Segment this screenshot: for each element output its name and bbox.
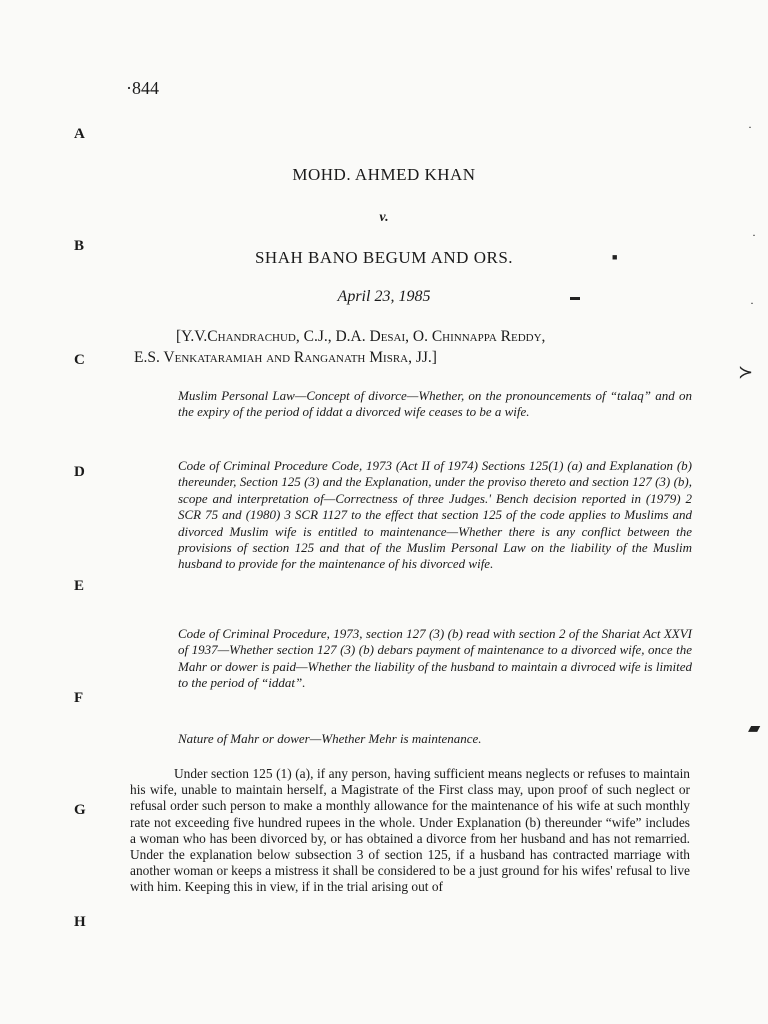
headnote-2-text: Code of Criminal Procedure Code, 1973 (Act II of 1974) Sections 125(1) (a) and Explanation (b) thereunder, Section 125 (3) and the Explanation, under the proviso thereto and section 127 (3) (b), scope and interpretation of—Correctness of three Judges.' Bench decision reported in (1979) 2 SCR 75 and (1980) 3 SCR 1127 to the effect that section 125 of the code applies to Muslims and divorced Muslim wife is entitled to maintenance—Whether there is any conflict between the provisions of section 125 and that of the Muslim Personal Law on the liability of the Muslim husband to provide for the maintenance of his divorced wife. — [178, 458, 692, 572]
scan-arrow-mark: ≻ — [738, 362, 754, 382]
scan-dash-mark: ▬ — [570, 292, 580, 303]
headnote-1 — [134, 388, 692, 421]
margin-letter-g: G — [74, 802, 86, 818]
scan-speck-mark: ■ — [612, 252, 618, 262]
margin-letter-d: D — [74, 464, 85, 480]
body-paragraph — [130, 766, 690, 896]
bench-line-2: E.S. Venkataramiah and Ranganath Misra, JJ.] — [134, 349, 437, 366]
margin-letter-b: B — [74, 238, 85, 254]
case-title: MOHD. AHMED KHAN — [292, 165, 476, 184]
margin-letter-h: H — [74, 914, 86, 930]
margin-letter-e: E — [74, 578, 85, 594]
scan-tick-mark: · — [752, 228, 756, 242]
headnote-4 — [134, 731, 692, 747]
scan-tick-mark: · — [748, 120, 752, 134]
respondent-title: SHAH BANO BEGUM AND ORS. — [254, 248, 514, 267]
judgment-date: April 23, 1985 — [337, 288, 431, 305]
body-paragraph-text: Under section 125 (1) (a), if any person, having sufficient means neglects or refuses to maintain his wife, unable to maintain herself, a Magistrate of the First class may, upon proof of such neglect or refusal order such person to make a monthly allowance for the maintenance of his wife at such monthly rate not exceeding five hundred rupees in the whole. Under Explanation (b) thereunder “wife” includes a woman who has been divorced by, or has obtained a divorce from her husband and has not remarried. Under the explanation below subsection 3 of section 125, if a husband has contracted marriage with another woman or keeps a mistress it shall be considered to be a just ground for his wifes' refusal to live with him. Keeping this in view, if in the trial arising out of — [130, 766, 690, 895]
headnote-1-text: Muslim Personal Law—Concept of divorce—Whether, on the pronouncements of “talaq” and on the expiry of the period of iddat a divorced wife ceases to be a wife. — [178, 388, 692, 420]
margin-letter-c: C — [74, 352, 85, 368]
margin-letter-a: A — [74, 126, 85, 142]
headnote-4-text: Nature of Mahr or dower—Whether Mehr is maintenance. — [178, 731, 482, 746]
versus: v. — [379, 210, 389, 225]
scan-tick-mark: · — [750, 296, 754, 310]
headnote-3-text: Code of Criminal Procedure, 1973, section 127 (3) (b) read with section 2 of the Shariat Act XXVI of 1937—Whether section 127 (3) (b) debars payment of maintenance to a divorced wife, once the Mahr or dower is paid—Whether the liability of the husband to maintain a divroced wife is limited to the period of “iddat”. — [178, 626, 692, 691]
bench-line-1: [Y.V.Chandrachud, C.J., D.A. Desai, O. Chinnappa Reddy, — [176, 328, 546, 345]
headnote-2 — [134, 458, 692, 573]
bench — [134, 326, 694, 368]
headnote-3 — [134, 626, 692, 692]
margin-letter-f: F — [74, 690, 84, 706]
scan-blot-mark: ▰ — [748, 720, 761, 737]
page-number: ·844 — [126, 78, 159, 98]
